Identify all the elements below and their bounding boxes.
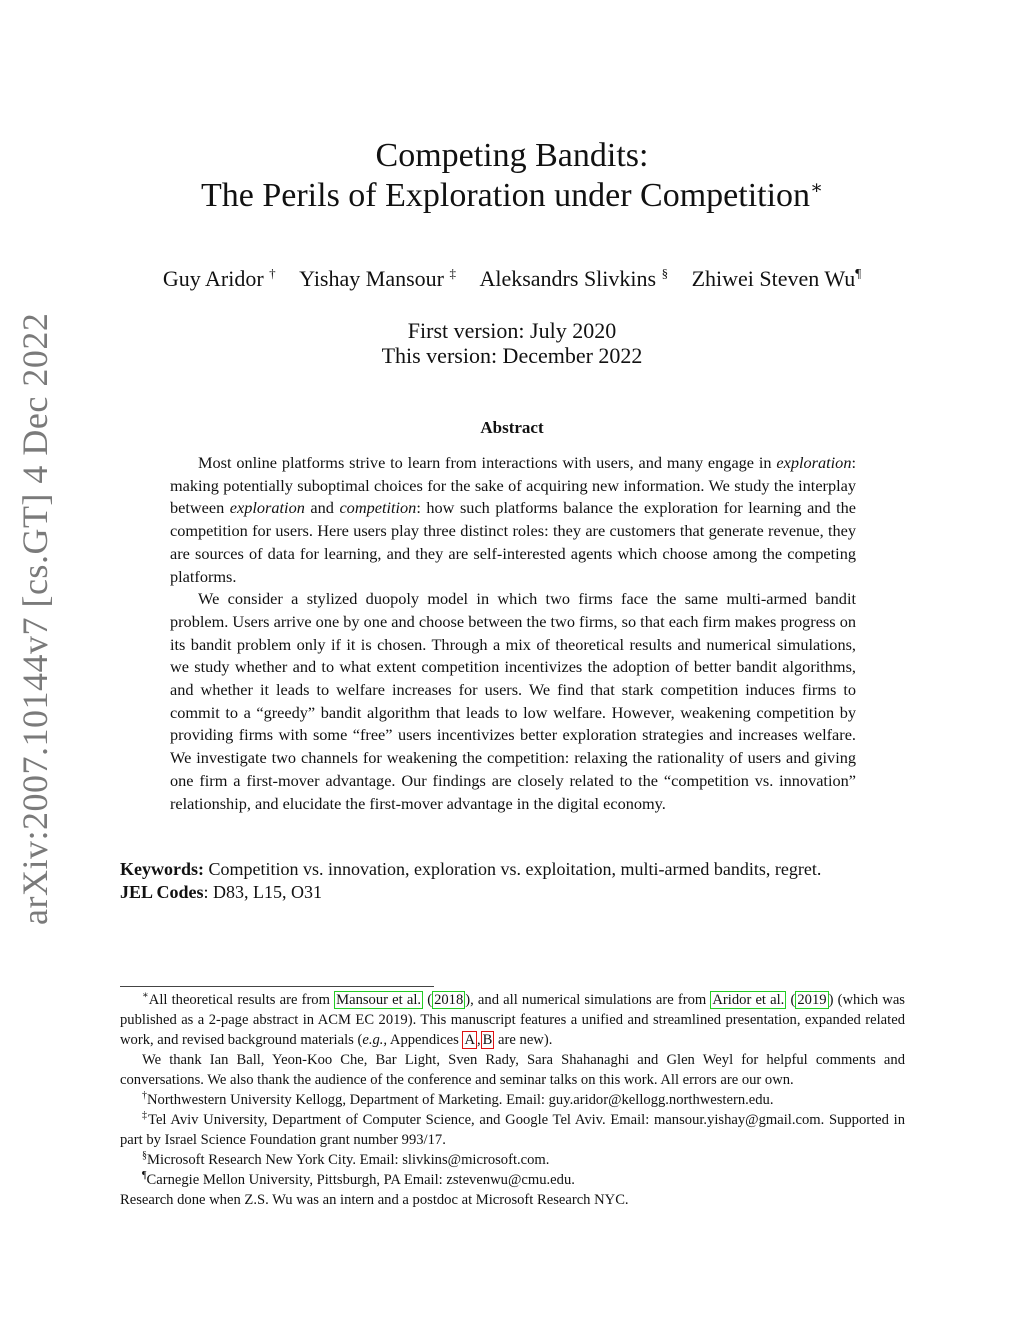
footnote-text: Tel Aviv University, Department of Computer Science, and Google Tel Aviv. Email: mansour.yishay@gmail.com. Supported in part by Israel Science Foundation grant number 993/17.: [120, 1112, 905, 1148]
author-name: Guy Aridor: [162, 266, 264, 291]
footnote-text: are new).: [494, 1032, 553, 1048]
footnote-mansour: [120, 1110, 905, 1150]
abstract-text: and: [304, 498, 340, 518]
current-version: This version: December 2022: [381, 343, 643, 368]
author-name: Yishay Mansour: [299, 266, 444, 291]
author-footnote-mark[interactable]: ¶: [855, 265, 862, 281]
citation-year-link-2018[interactable]: 2018: [434, 992, 464, 1008]
abstract-emphasis: competition: [339, 498, 417, 518]
footnote-text: ), and all numerical simulations are from: [465, 992, 711, 1008]
footnote-mark: §: [142, 1150, 147, 1162]
abstract-paragraph-2: We consider a stylized duopoly model in which two firms face the same multi-armed bandit problem. Users arrive one by one and choose between the two firms, so that each firm makes progress on its bandit problem only if it is chosen. Through a mix of theoretical results and numerical simulations, we study whether and to what extent competition incentivizes the adoption of better bandit algorithms, and whether it leads to welfare increases for users. We find that stark competition induces firms to commit to a “greedy” bandit algorithm that leads to low welfare. However, weakening competition by providing firms with some “free” users incentivizes better exploration strategies and increases welfare. We investigate two channels for weakening the competition: relaxing the rationality of users and giving one firm a first-mover advantage. Our findings are closely related to the “competition vs. innovation” relationship, and elucidate the first-mover advantage in the digital economy.: [170, 589, 856, 813]
title-line-2: [120, 176, 904, 216]
title-footnote-mark[interactable]: ∗: [810, 177, 823, 199]
footnote-slivkins: [120, 1150, 905, 1170]
footnote-emphasis: e.g.,: [362, 1032, 388, 1048]
footnote-mark: †: [142, 1090, 147, 1102]
jel-line: [120, 881, 910, 904]
version-info: [120, 318, 904, 368]
abstract-text: : how such platforms balance the exploration for learning and the competition for users. Here users play three distinct roles: they are customers that generate revenue, they are sources of data for learning, and they are self-interested agents which choose among the competing platforms.: [170, 498, 857, 586]
author-footnote-mark[interactable]: §: [661, 265, 669, 281]
footnote-wu-tail: Research done when Z.S. Wu was an intern and a postdoc at Microsoft Research NYC.: [120, 1192, 629, 1208]
footnote-wu: [120, 1170, 905, 1190]
citation-link-mansour[interactable]: Mansour et al.: [336, 992, 422, 1008]
appendix-link-a[interactable]: A: [464, 1032, 476, 1048]
author-list: [120, 266, 904, 292]
abstract-text: Most online platforms strive to learn from interactions with users, and many engage in: [198, 453, 777, 472]
footnote-text: Northwestern University Kellogg, Department of Marketing. Email: guy.aridor@kellogg.northwestern.edu.: [147, 1092, 774, 1108]
abstract-paragraph-1: [170, 452, 856, 588]
title-line-1: Competing Bandits:: [375, 137, 649, 174]
footnote-thanks: We thank Ian Ball, Yeon-Koo Che, Bar Light, Sven Rady, Sara Shahanaghi and Glen Weyl for helpful comments and conversations. We also thank the audience of the conference and seminar talks on this work. All errors are our own.: [120, 1052, 905, 1088]
footnotes: [120, 990, 905, 1210]
keywords-text: Competition vs. innovation, exploration vs. exploitation, multi-armed bandits, regret.: [204, 859, 822, 879]
arxiv-identifier-stamp: arXiv:2007.10144v7 [cs.GT] 4 Dec 2022: [15, 312, 55, 925]
keywords-block: [120, 858, 910, 904]
author-mansour: [299, 266, 456, 291]
author-footnote-mark[interactable]: ‡: [449, 265, 456, 281]
author-name: Aleksandrs Slivkins: [479, 266, 657, 291]
author-aridor: [163, 266, 276, 291]
footnote-mark: ∗: [142, 990, 149, 1002]
author-wu: [692, 266, 862, 291]
first-version: First version: July 2020: [407, 318, 617, 343]
abstract-heading: Abstract: [480, 418, 544, 437]
abstract-emphasis: exploration: [776, 453, 852, 472]
abstract-text: : making potentially suboptimal choices for the sake of acquiring new information. We study the interplay between: [170, 453, 856, 518]
footnote-text: (which was published as a 2-page abstract in ACM EC 2019). This manuscript features a unified and streamlined presentation, expanded related work, and revised background materials (: [120, 992, 905, 1048]
footnote-text: Microsoft Research New York City. Email: slivkins@microsoft.com.: [147, 1152, 550, 1168]
footnote-rule: [120, 986, 434, 987]
footnote-aridor: [120, 1090, 905, 1110]
footnote-text: Appendices: [387, 1032, 463, 1048]
citation-year-link-2019[interactable]: 2019: [797, 992, 827, 1008]
jel-codes: : D83, L15, O31: [203, 882, 323, 902]
footnote-mark: ‡: [142, 1110, 149, 1122]
author-slivkins: [479, 266, 668, 291]
footnote-text: Carnegie Mellon University, Pittsburgh, PA Email: zstevenwu@cmu.edu.: [146, 1172, 575, 1188]
keywords-line: [120, 858, 910, 881]
citation-link-aridor[interactable]: Aridor et al.: [712, 992, 785, 1008]
keywords-label: Keywords:: [120, 859, 204, 879]
title-line-2-text: The Perils of Exploration under Competition: [201, 177, 811, 214]
author-name: Zhiwei Steven Wu: [691, 266, 856, 291]
abstract-body: [170, 452, 856, 815]
jel-label: JEL Codes: [120, 882, 204, 902]
footnote-mark: ¶: [142, 1170, 147, 1182]
appendix-link-b[interactable]: B: [482, 1032, 493, 1048]
paper-title: [120, 136, 904, 216]
abstract-emphasis: exploration: [229, 498, 305, 518]
author-footnote-mark[interactable]: †: [269, 265, 276, 281]
footnote-text: All theoretical results are from: [148, 992, 335, 1008]
footnote-title: ∗All theoretical results are from Mansour et al. ( 2018 ), and all numerical simulations are from Aridor et al. ( 2019 ) (which was published as a 2-page abstract in ACM EC 2019). This manuscript features a unified and streamlined presentation, expanded related work, and revised background materials (e.g., Appendices A , B are new).: [120, 990, 905, 1048]
